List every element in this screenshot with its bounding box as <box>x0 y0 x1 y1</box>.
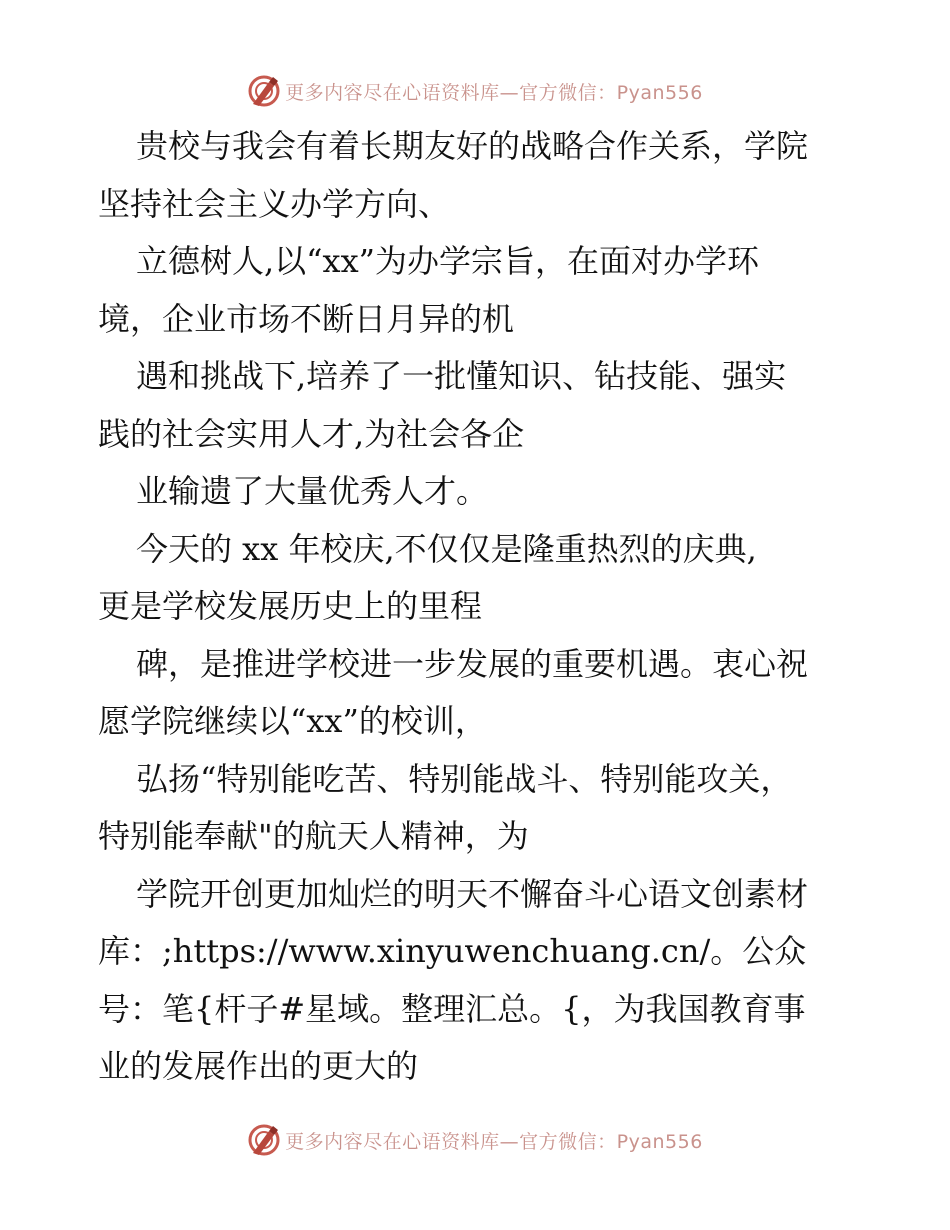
text-line: 号：笔{杆子#星域。整理汇总。{，为我国教育事 <box>98 989 806 1028</box>
text-line: 愿学院继续以“xx”的校训， <box>98 702 487 740</box>
text-line: 践的社会实用人才,为社会各企 <box>98 414 525 453</box>
footer-banner-text: 更多内容尽在心语资料库—官方微信：Pyan556 <box>285 1130 703 1153</box>
text-line: 学院开创更加灿烂的明天不懈奋斗心语文创素材 <box>136 874 809 913</box>
text-line: 碑，是推进学校进一步发展的重要机遇。衷心祝 <box>136 644 809 683</box>
pen-logo-icon <box>247 74 281 108</box>
text-line: 业输遗了大量优秀人才。 <box>136 472 489 510</box>
text-line: 更是学校发展历史上的里程 <box>98 587 483 625</box>
text-line: 弘扬“特别能吃苦、特别能战斗、特别能攻关， <box>136 759 793 798</box>
text-line: 贵校与我会有着长期友好的战略合作关系，学院 <box>136 127 809 165</box>
text-line: 立德树人,以“xx”为办学宗旨，在面对办学环 <box>136 242 759 280</box>
text-line: 库：;https://www.xinyuwenchuang.cn/。公众 <box>98 932 807 970</box>
text-line: 境，企业市场不断日月异的机 <box>98 299 515 338</box>
text-line: 特别能奉献"的航天人精神，为 <box>98 817 529 855</box>
footer-banner <box>0 1120 950 1160</box>
pen-logo-icon <box>247 1123 281 1157</box>
header-banner-text: 更多内容尽在心语资料库—官方微信：Pyan556 <box>285 81 703 104</box>
text-line: 遇和挑战下,培养了一批懂知识、钻技能、强实 <box>136 357 787 395</box>
text-line: 今天的 xx 年校庆,不仅仅是隆重热烈的庆典, <box>136 529 757 568</box>
text-line: 业的发展作出的更大的 <box>98 1047 419 1085</box>
header-banner <box>0 71 950 111</box>
text-line: 坚持社会主义办学方向、 <box>98 184 451 223</box>
document-body <box>98 118 858 1096</box>
